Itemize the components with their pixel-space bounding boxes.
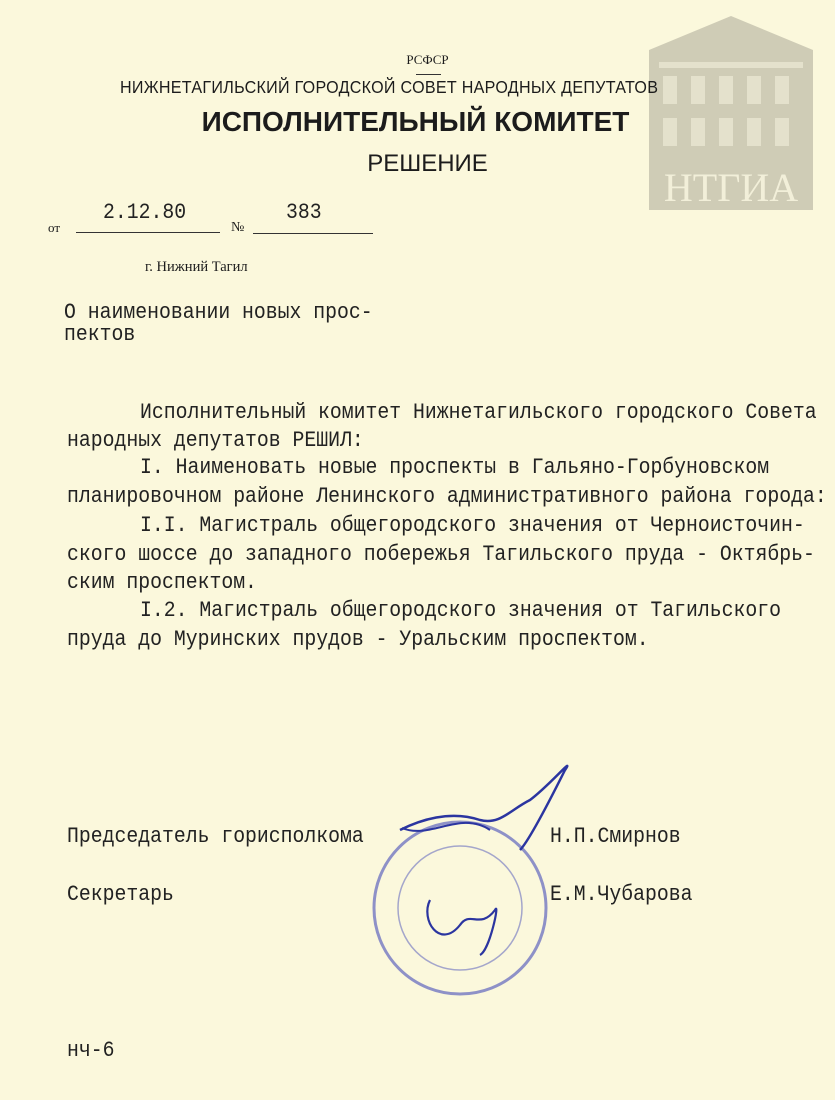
official-stamp — [360, 750, 590, 1010]
council-name: НИЖНЕТАГИЛЬСКИЙ ГОРОДСКОЙ СОВЕТ НАРОДНЫХ ДЕПУТАТОВ — [120, 77, 659, 97]
document-date: 2.12.80 — [103, 200, 187, 225]
subject-line-1: О наименовании новых прос- — [64, 300, 373, 325]
secretary-signature — [427, 900, 496, 955]
body-line: народных депутатов РЕШИЛ: — [67, 428, 364, 453]
body-line: Исполнительный комитет Нижнетагильского городского Совета — [140, 400, 817, 425]
document-number: 383 — [286, 200, 322, 225]
city-label: г. Нижний Тагил — [145, 259, 248, 275]
chairman-role: Председатель горисполкома — [67, 824, 364, 849]
date-label: от — [48, 220, 61, 235]
number-label: № — [231, 220, 245, 235]
body-line: пруда до Муринских прудов - Уральским проспектом. — [67, 627, 649, 652]
number-field — [253, 233, 373, 234]
footer-code: нч-6 — [67, 1038, 115, 1063]
secretary-name: Е.М.Чубарова — [550, 882, 693, 907]
chairman-name: Н.П.Смирнов — [550, 824, 681, 849]
committee-title: ИСПОЛНИТЕЛЬНЫЙ КОМИТЕТ — [201, 106, 630, 137]
body-line: планировочном районе Ленинского административного района города: — [67, 484, 827, 509]
body-line: ским проспектом. — [67, 570, 257, 595]
subject-line-2: пектов — [64, 322, 136, 347]
body-line: I.I. Магистраль общегородского значения от Черноисточин- — [140, 513, 805, 538]
header-divider — [416, 74, 441, 75]
body-line: I. Наименовать новые проспекты в Гальяно-Горбуновском — [140, 455, 770, 480]
body-line: I.2. Магистраль общегородского значения от Тагильского — [140, 598, 782, 623]
date-field — [76, 232, 220, 233]
chairman-signature — [400, 766, 567, 850]
watermark-text: НТГИА — [663, 165, 799, 210]
document-type: РЕШЕНИЕ — [367, 150, 488, 177]
body-line: ского шоссе до западного побережья Тагильского пруда - Октябрь- — [67, 542, 815, 567]
secretary-role: Секретарь — [67, 882, 174, 907]
republic-label: РСФСР — [406, 52, 449, 67]
